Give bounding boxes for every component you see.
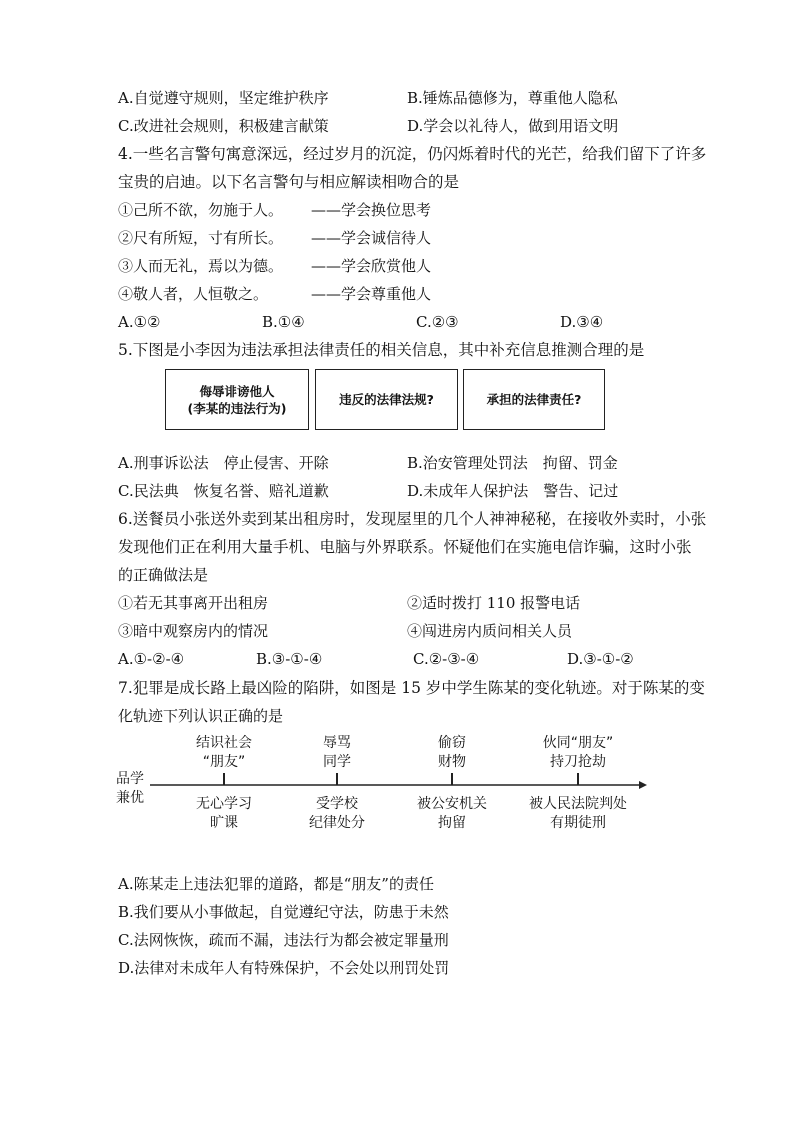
q7-top-label-2-line2: 同学 — [323, 754, 351, 770]
q7-bottom-label-3-line2: 拘留 — [438, 815, 466, 831]
q7-top-label-3-line1: 偷窃 — [438, 735, 466, 751]
q4-item-1-meaning: ——学会换位思考 — [311, 201, 432, 219]
q7-top-label-2 — [302, 734, 372, 772]
q6-item-3: ③暗中观察房内的情况 — [118, 622, 269, 640]
q5-box-law — [315, 369, 458, 430]
q4-stem-line1: 4.一些名言警句寓意深远，经过岁月的沉淀，仍闪烁着时代的光芒，给我们留下了许多 — [118, 145, 707, 163]
q7-bottom-label-1-line2: 旷课 — [210, 815, 238, 831]
q5-box2-text: 违反的法律法规? — [339, 392, 434, 407]
q3-option-b: B.锤炼品德修为，尊重他人隐私 — [407, 89, 618, 107]
q7-bottom-label-3 — [402, 795, 502, 833]
q7-top-label-4-line2: 持刀抢劫 — [550, 754, 606, 770]
q5-stem: 5.下图是小李因为违法承担法律责任的相关信息，其中补充信息推测合理的是 — [118, 341, 645, 359]
q7-bottom-label-4-line1: 被人民法院判处 — [529, 796, 627, 812]
q6-option-a: A.①-②-④ — [118, 650, 185, 668]
q7-option-c: C.法网恢恢，疏而不漏，违法行为都会被定罪量刑 — [118, 931, 449, 949]
q6-option-c: C.②-③-④ — [413, 650, 480, 668]
q5-box1-line2: (李某的违法行为) — [187, 400, 287, 416]
q4-option-a: A.①② — [118, 313, 161, 331]
q7-top-label-1 — [179, 734, 269, 772]
q5-option-b: B.治安管理处罚法 拘留、罚金 — [407, 454, 618, 472]
q4-item-4-quote: ④敬人者，人恒敬之。 — [118, 285, 269, 303]
q7-top-label-4-line1: 伙同“朋友” — [542, 735, 614, 751]
q5-box-liability — [463, 369, 605, 430]
q5-option-c: C.民法典 恢复名誉、赔礼道歉 — [118, 482, 329, 500]
q4-item-3-meaning: ——学会欣赏他人 — [311, 257, 432, 275]
q7-top-label-1-line2: “朋友” — [202, 754, 246, 770]
q7-tick-2 — [336, 773, 338, 785]
q6-stem-line2: 发现他们正在利用大量手机、电脑与外界联系。怀疑他们在实施电信诈骗，这时小张 — [118, 538, 692, 556]
q4-item-1-quote: ①己所不欲，勿施于人。 — [118, 201, 284, 219]
q7-bottom-label-1-line1: 无心学习 — [196, 796, 252, 812]
q5-box3-text: 承担的法律责任? — [486, 392, 582, 407]
q7-tick-4 — [577, 773, 579, 785]
q7-top-label-3 — [417, 734, 487, 772]
q4-stem-line2: 宝贵的启迪。以下名言警句与相应解读相吻合的是 — [118, 173, 460, 191]
q6-option-d: D.③-①-② — [567, 650, 634, 668]
q3-option-d: D.学会以礼待人，做到用语文明 — [407, 117, 619, 135]
q7-start-line1: 品学 — [116, 771, 144, 787]
q7-option-d: D.法律对未成年人有特殊保护，不会处以刑罚处罚 — [118, 959, 450, 977]
q4-option-b: B.①④ — [262, 313, 305, 331]
q6-item-4: ④闯进房内质问相关人员 — [407, 622, 573, 640]
q7-stem-line2: 化轨迹下列认识正确的是 — [118, 707, 284, 725]
q5-option-d: D.未成年人保护法 警告、记过 — [407, 482, 619, 500]
q6-option-b: B.③-①-④ — [256, 650, 323, 668]
q4-item-4-meaning: ——学会尊重他人 — [311, 285, 432, 303]
q7-top-label-2-line1: 辱骂 — [323, 735, 351, 751]
q7-bottom-label-2-line1: 受学校 — [316, 796, 358, 812]
q6-item-2: ②适时拨打 110 报警电话 — [407, 594, 581, 612]
q7-top-label-1-line1: 结识社会 — [196, 735, 252, 751]
q7-timeline-arrow — [150, 778, 650, 792]
q4-option-c: C.②③ — [416, 313, 459, 331]
q7-bottom-label-2 — [292, 795, 382, 833]
q7-tick-3 — [451, 773, 453, 785]
q7-bottom-label-3-line1: 被公安机关 — [417, 796, 487, 812]
q7-top-label-4 — [518, 734, 638, 772]
q7-option-a: A.陈某走上违法犯罪的道路，都是“朋友”的责任 — [118, 875, 434, 893]
q7-tick-1 — [223, 773, 225, 785]
q6-stem-line3: 的正确做法是 — [118, 566, 209, 584]
q5-option-a: A.刑事诉讼法 停止侵害、开除 — [118, 454, 329, 472]
q3-option-a: A.自觉遵守规则，坚定维护秩序 — [118, 89, 329, 107]
q7-stem-line1: 7.犯罪是成长路上最凶险的陷阱，如图是 15 岁中学生陈某的变化轨迹。对于陈某的变 — [118, 679, 705, 697]
q7-bottom-label-2-line2: 纪律处分 — [309, 815, 365, 831]
q7-top-label-3-line2: 财物 — [438, 754, 466, 770]
q7-bottom-label-4 — [513, 795, 643, 833]
q4-option-d: D.③④ — [560, 313, 604, 331]
q7-bottom-label-1 — [179, 795, 269, 833]
q6-stem-line1: 6.送餐员小张送外卖到某出租房时，发现屋里的几个人神神秘秘，在接收外卖时，小张 — [118, 510, 707, 528]
q7-option-b: B.我们要从小事做起，自觉遵纪守法，防患于未然 — [118, 903, 449, 921]
q7-bottom-label-4-line2: 有期徒刑 — [550, 815, 606, 831]
q4-item-2-meaning: ——学会诚信待人 — [311, 229, 432, 247]
q4-item-2-quote: ②尺有所短，寸有所长。 — [118, 229, 284, 247]
q7-start-line2: 兼优 — [116, 790, 144, 806]
q4-item-3-quote: ③人而无礼，焉以为德。 — [118, 257, 284, 275]
q6-item-1: ①若无其事离开出租房 — [118, 594, 269, 612]
q5-box-illegal-act — [165, 369, 309, 430]
q5-box1-line1: 侮辱诽谤他人 — [199, 383, 275, 399]
q3-option-c: C.改进社会规则，积极建言献策 — [118, 117, 329, 135]
